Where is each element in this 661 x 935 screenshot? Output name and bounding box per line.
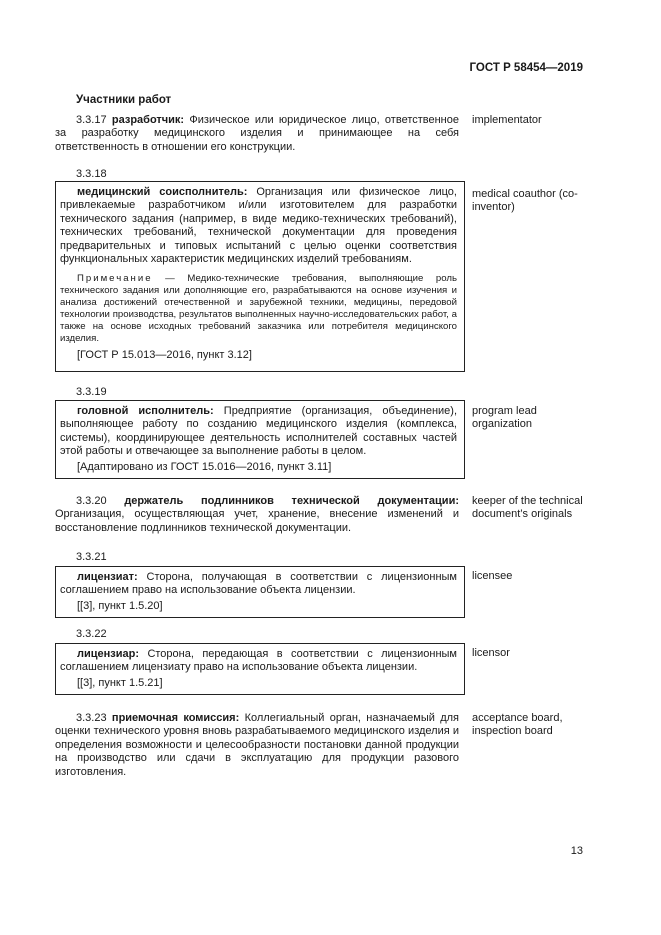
- term-definition: Предприятие (организация, объединение), выполняющее работу по созданию медицинского изделия (комплекса, системы), координирующее деятельность исполнителей составных частей этой работы и отвечающее за выполнение работы в целом.: [60, 405, 457, 458]
- english-equivalent: implementator: [472, 114, 542, 126]
- clause-number: 3.3.23: [76, 712, 107, 724]
- clause-number: 3.3.22: [76, 628, 107, 640]
- english-equivalent: licensee: [472, 570, 513, 582]
- page-number: 13: [570, 845, 583, 857]
- clause-number: 3.3.18: [76, 168, 107, 180]
- term-box-3-3-18: [55, 181, 465, 372]
- note: [60, 273, 457, 345]
- source-reference: [ГОСТ Р 15.013—2016, пункт 3.12]: [77, 349, 252, 362]
- clause-number: 3.3.17: [76, 114, 107, 126]
- english-equivalent: acceptance board, inspection board: [472, 712, 563, 738]
- term-name: головной исполнитель:: [77, 405, 214, 417]
- term-definition: Организация или физическое лицо, привлекаемые разработчиком и/или изготовителем для разработки технического задания (например, в виде медико-технических требований), технических требований, технической документации для проведения предварительных и типовых испытаний с целью оценки соответствия функциональных характеристик медицинских изделий требованиям.: [60, 186, 457, 266]
- term-name: лицензиар:: [77, 648, 140, 660]
- english-equivalent: keeper of the technical document’s originals: [472, 495, 583, 521]
- term-definition: Сторона, передающая в соответствии с лицензионным соглашением лицензиату право на использование объекта лицензии.: [60, 648, 457, 674]
- term-entry-3-3-17: [55, 114, 459, 154]
- source-reference: [[3], пункт 1.5.21]: [77, 676, 163, 689]
- term-box-3-3-21: [55, 566, 465, 618]
- term-entry-3-3-20: [55, 495, 459, 535]
- english-equivalent: program lead organization: [472, 405, 537, 431]
- term-entry-3-3-23: [55, 712, 459, 779]
- term-definition: Коллегиальный орган, назначаемый для оценки технического уровня вновь разрабатываемого медицинского изделия и определения возможности и целесообразности постановки данной продукции на производство или сдачи в эксплуатацию для продукции разового изготовления.: [55, 712, 460, 778]
- clause-number: 3.3.19: [76, 386, 107, 398]
- term-name: медицинский соисполнитель:: [77, 186, 248, 198]
- document-code: ГОСТ Р 58454—2019: [469, 62, 583, 74]
- term-box-3-3-22: [55, 643, 465, 695]
- term-definition: Физическое или юридическое лицо, ответственное за разработку медицинского изделия и принимающее на себя ответственность в отношении его конструкции.: [55, 114, 459, 153]
- section-heading: Участники работ: [76, 94, 172, 106]
- note-text: — Медико-технические требования, выполняющие роль технического задания или дополняющие его, разрабатываются на основе изучения и анализа достижений отечественной и зарубежной техники, медицины, передовой технологии производства, результатов выполненных научно-исследовательских работ, а также на основе исходных требований заказчика или потребителя медицинского изделия.: [60, 273, 457, 345]
- source-reference: [Адаптировано из ГОСТ 15.016—2016, пункт 3.11]: [77, 460, 332, 473]
- term-definition: Организация, осуществляющая учет, хранение, внесение изменений и восстановление подлинников технической документации.: [55, 508, 459, 534]
- clause-number: 3.3.20: [76, 495, 107, 507]
- term-name: держатель подлинников технической документации:: [124, 495, 459, 507]
- english-equivalent: medical coauthor (co-inventor): [472, 188, 578, 214]
- english-equivalent: licensor: [472, 647, 510, 659]
- note-label: Примечание: [77, 273, 153, 285]
- term-name: лицензиат:: [77, 571, 138, 583]
- term-name: разработчик:: [111, 114, 185, 126]
- term-box-3-3-19: [55, 400, 465, 479]
- term-name: приемочная комиссия:: [111, 712, 240, 724]
- source-reference: [[3], пункт 1.5.20]: [77, 599, 163, 612]
- clause-number: 3.3.21: [76, 551, 107, 563]
- term-definition: Сторона, получающая в соответствии с лицензионным соглашением право на использование объекта лицензии.: [60, 571, 457, 597]
